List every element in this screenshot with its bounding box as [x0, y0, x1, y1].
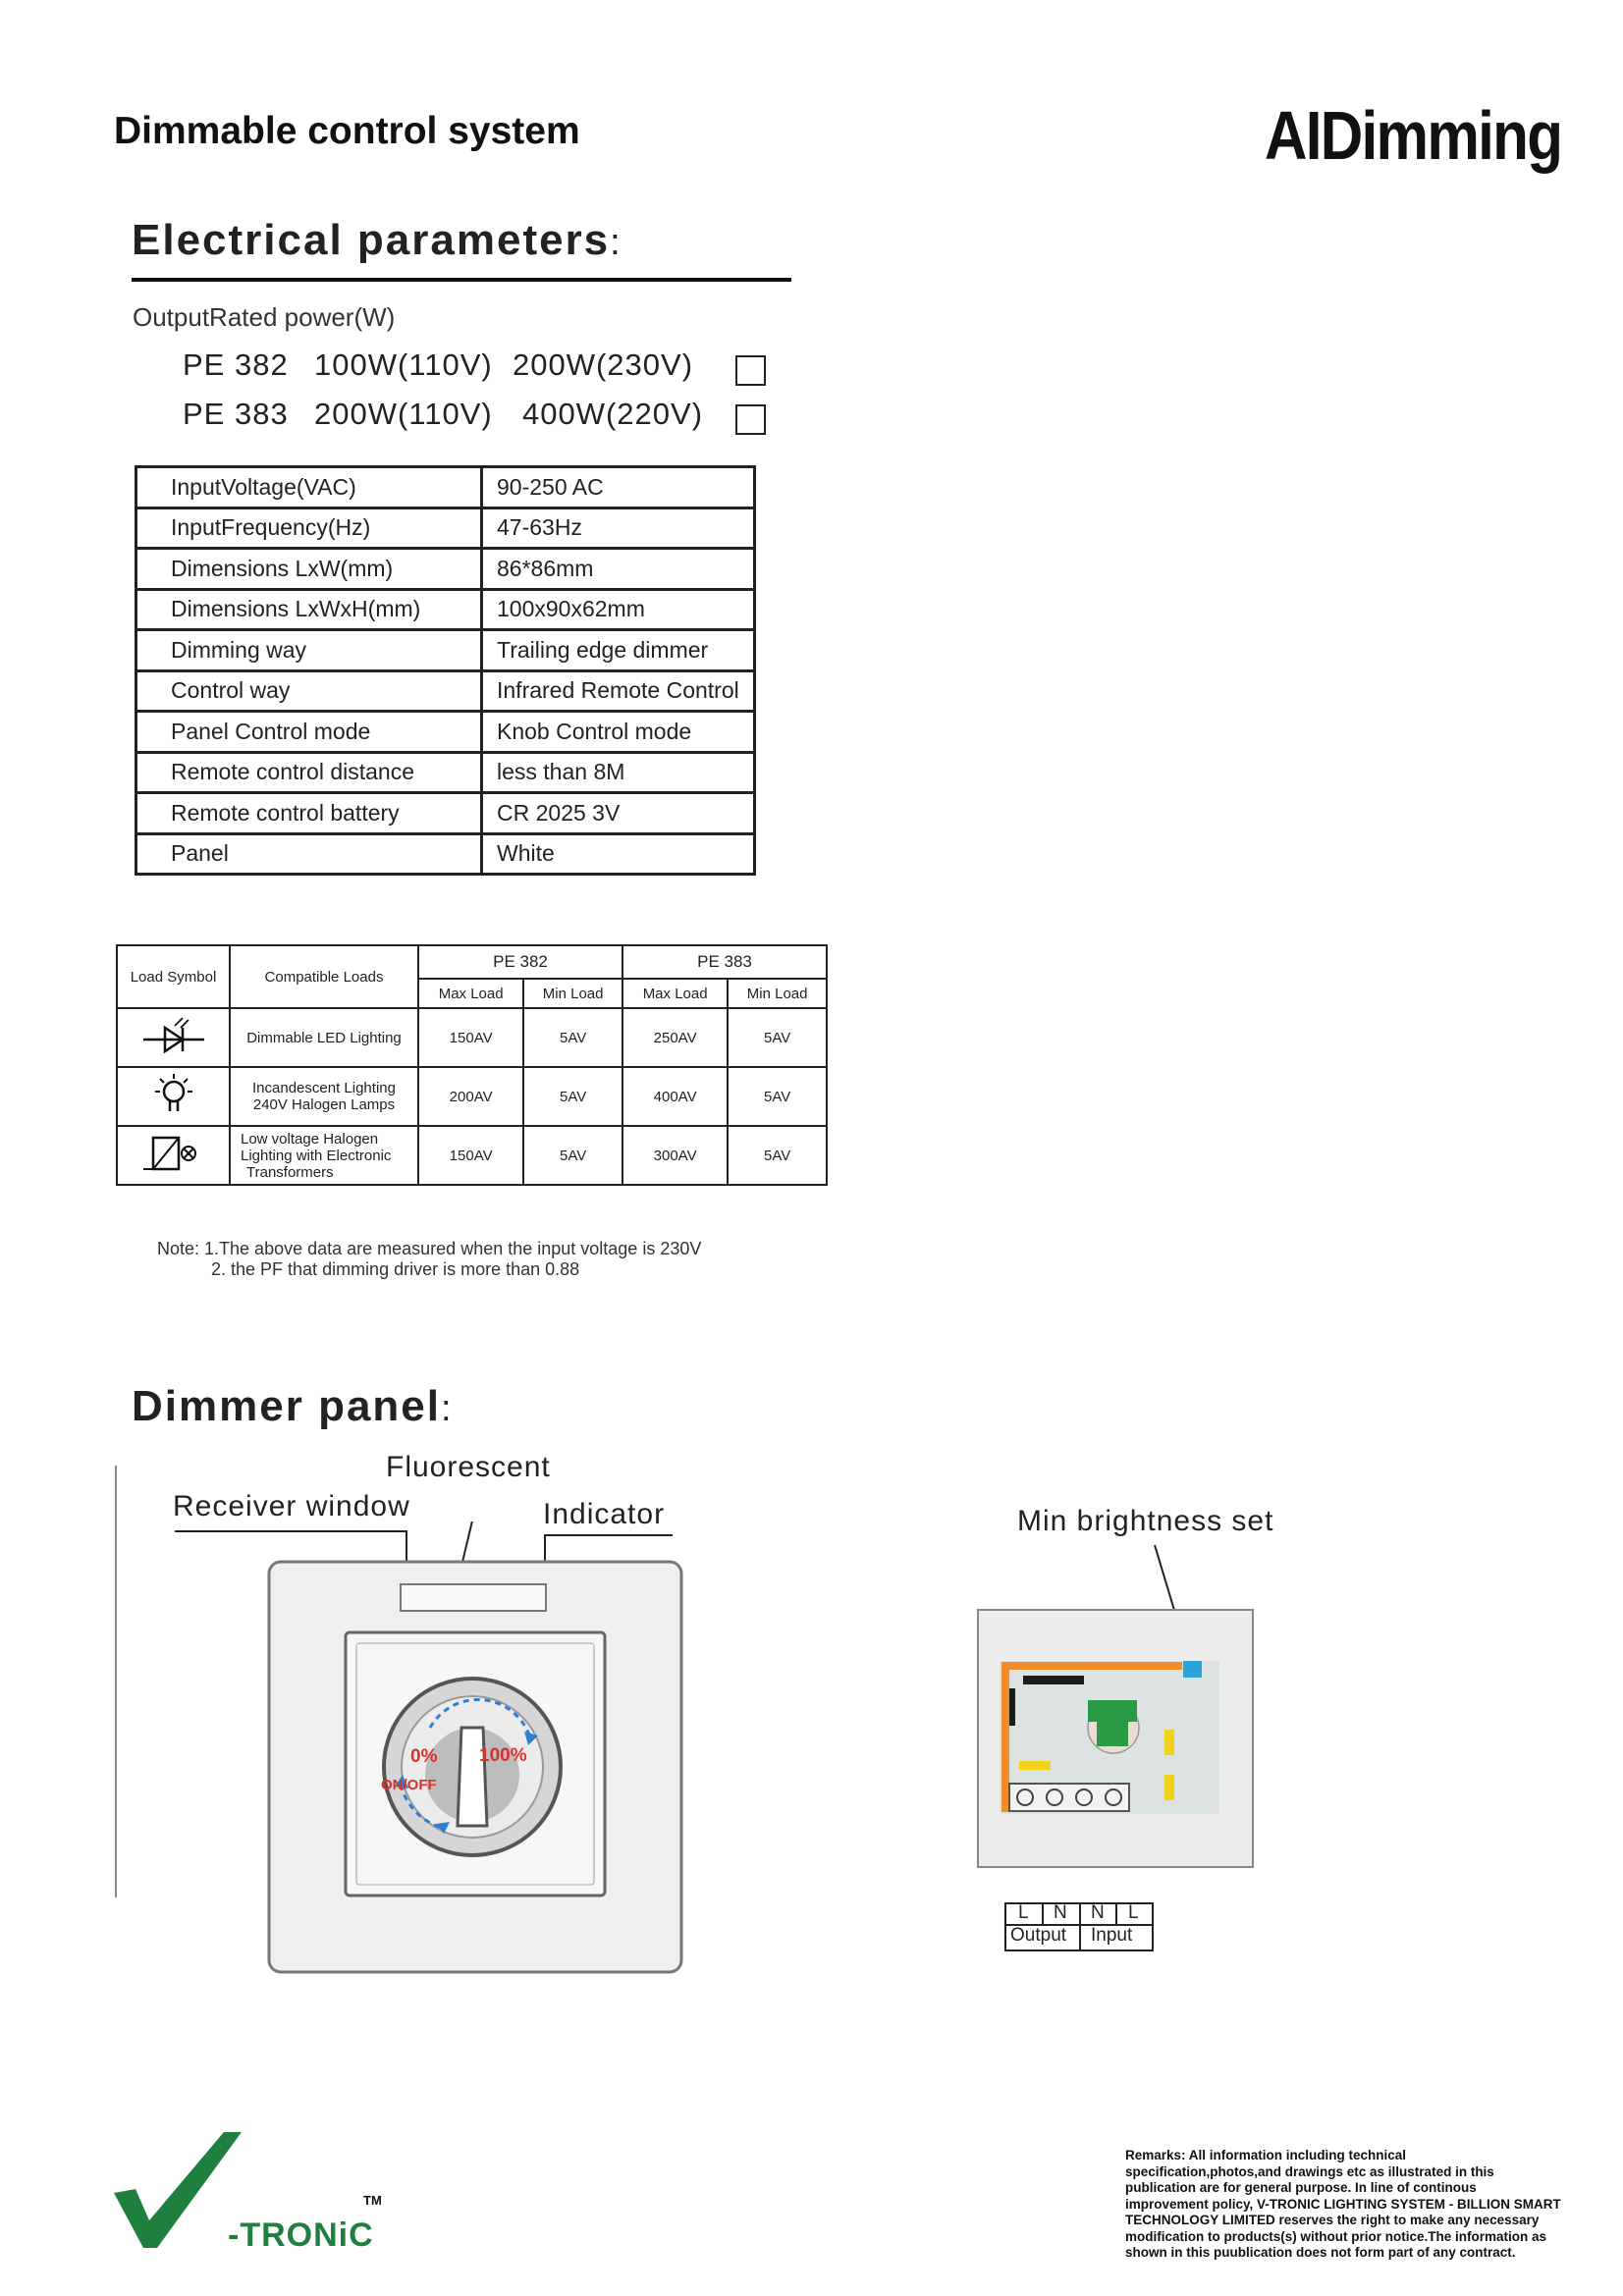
table-row — [117, 1067, 827, 1126]
halogen-transformer-icon — [139, 1132, 208, 1175]
margin-line — [115, 1466, 117, 1897]
pe383-min-cell: 5AV — [728, 1126, 827, 1185]
min-brightness-label: Min brightness set — [1017, 1505, 1274, 1537]
dimmer-panel-illustration — [167, 1522, 717, 1983]
model-power-230: 200W(230V) — [513, 347, 694, 382]
compat-line: 240V Halogen Lamps — [252, 1096, 396, 1113]
pe382-max-cell: 200AV — [418, 1067, 523, 1126]
param-value: Knob Control mode — [482, 712, 755, 753]
terminal-l-output: L — [1018, 1902, 1029, 1923]
input-label: Input — [1091, 1925, 1133, 1946]
onoff-label: ON/OFF — [381, 1777, 437, 1793]
pe383-max-cell: 400AV — [622, 1067, 728, 1126]
brand-logo: AIDimming — [1265, 97, 1562, 174]
model-checkbox[interactable] — [735, 404, 766, 435]
min-load-header: Min Load — [728, 979, 827, 1008]
table-row — [136, 833, 755, 875]
pe382-min-cell: 5AV — [523, 1126, 622, 1185]
parameters-table — [135, 465, 756, 876]
remarks: Remarks: All information including technical specification,photos,and drawings etc as illustrated in this publication are for general purpose. In line of continous improvement policy, V-TRONIC LIGHTING SYSTEM - BILLION SMART TECHNOLOGY LIMITED reserves the right to make any necessary modification to products(s) without prior notice.The information as shown in this puublication does not form part of any contract. — [1125, 2148, 1561, 2260]
model-name: PE 382 — [183, 347, 289, 382]
load-table — [116, 944, 828, 1186]
param-label: InputVoltage(VAC) — [136, 467, 482, 508]
compatible-load-cell — [230, 1126, 418, 1185]
table-row — [136, 467, 755, 508]
param-value: 86*86mm — [482, 549, 755, 590]
table-row — [136, 507, 755, 549]
note-line-1: Note: 1.The above data are measured when the input voltage is 230V — [157, 1239, 702, 1258]
terminal-block — [1009, 1784, 1129, 1811]
fluorescent-label: Fluorescent — [386, 1451, 551, 1483]
compatible-load-cell — [230, 1067, 418, 1126]
model-row-pe383 — [0, 397, 785, 436]
compat-line: Lighting with Electronic — [241, 1147, 392, 1164]
logo-text: -TRONiC — [228, 2216, 374, 2254]
table-row — [117, 1008, 827, 1067]
document-title: Dimmable control system — [114, 110, 580, 152]
receiver-window-label: Receiver window — [173, 1490, 410, 1522]
param-label: Remote control battery — [136, 793, 482, 834]
model-name: PE 383 — [183, 397, 289, 431]
compat-line: Incandescent Lighting — [252, 1080, 396, 1096]
hundred-percent-label: 100% — [479, 1745, 527, 1766]
min-load-header: Min Load — [523, 979, 622, 1008]
param-value: Trailing edge dimmer — [482, 630, 755, 671]
param-label: Panel — [136, 833, 482, 875]
param-label: Dimming way — [136, 630, 482, 671]
max-load-header: Max Load — [622, 979, 728, 1008]
table-row — [136, 589, 755, 630]
electrical-heading — [132, 216, 621, 265]
receiver-window — [401, 1584, 546, 1611]
max-load-header: Max Load — [418, 979, 523, 1008]
param-value: CR 2025 3V — [482, 793, 755, 834]
led-diode-icon — [139, 1016, 208, 1055]
pe383-max-cell: 300AV — [622, 1126, 728, 1185]
compatible-load-cell — [230, 1008, 418, 1067]
param-value: 100x90x62mm — [482, 589, 755, 630]
param-label: Dimensions LxWxH(mm) — [136, 589, 482, 630]
heading-rule — [132, 278, 791, 282]
pe382-header: PE 382 — [418, 945, 622, 979]
indicator-label: Indicator — [543, 1498, 666, 1530]
terminal-n-output: N — [1054, 1902, 1067, 1923]
table-row — [136, 712, 755, 753]
table-row — [136, 630, 755, 671]
param-value: 90-250 AC — [482, 467, 755, 508]
rated-power-title: OutputRated power(W) — [133, 302, 396, 332]
compat-line: Transformers — [246, 1163, 334, 1181]
table-row — [136, 670, 755, 712]
note — [157, 1239, 701, 1280]
pe383-max-cell: 250AV — [622, 1008, 728, 1067]
electrical-heading-colon: : — [610, 222, 621, 263]
param-label: Control way — [136, 670, 482, 712]
pe382-min-cell: 5AV — [523, 1008, 622, 1067]
model-power-110: 100W(110V) — [314, 347, 493, 382]
load-symbol-header: Load Symbol — [117, 945, 230, 1008]
terminal-l-input: L — [1128, 1902, 1139, 1923]
dimmer-heading-colon: : — [440, 1388, 452, 1429]
terminal-legend — [1004, 1902, 1154, 1951]
param-value: 47-63Hz — [482, 507, 755, 549]
table-row — [136, 549, 755, 590]
electrical-heading-text: Electrical parameters — [132, 216, 611, 264]
table-row — [136, 752, 755, 793]
note-line-2: 2. the PF that dimming driver is more than 0.88 — [211, 1259, 580, 1279]
load-symbol-cell — [117, 1067, 230, 1126]
load-symbol-cell — [117, 1008, 230, 1067]
dimmer-heading-text: Dimmer panel — [132, 1382, 441, 1430]
incandescent-bulb-icon — [149, 1072, 198, 1117]
model-power-230: 400W(220V) — [522, 397, 704, 431]
table-row — [117, 1126, 827, 1185]
pe382-min-cell: 5AV — [523, 1067, 622, 1126]
param-value: White — [482, 833, 755, 875]
load-symbol-cell — [117, 1126, 230, 1185]
param-value: less than 8M — [482, 752, 755, 793]
back-board-illustration — [972, 1541, 1267, 1875]
model-power-110: 200W(110V) — [314, 397, 493, 431]
param-label: InputFrequency(Hz) — [136, 507, 482, 549]
output-label: Output — [1010, 1925, 1067, 1946]
param-label: Remote control distance — [136, 752, 482, 793]
compat-line: Dimmable LED Lighting — [246, 1029, 402, 1046]
zero-percent-label: 0% — [410, 1746, 438, 1767]
min-brightness-trimmer — [1183, 1661, 1202, 1678]
dimmer-heading — [132, 1382, 452, 1431]
pe382-max-cell: 150AV — [418, 1008, 523, 1067]
compat-line: Low voltage Halogen — [241, 1130, 379, 1148]
param-label: Panel Control mode — [136, 712, 482, 753]
pe382-max-cell: 150AV — [418, 1126, 523, 1185]
compatible-loads-header: Compatible Loads — [230, 945, 418, 1008]
knob-handle — [458, 1728, 487, 1826]
param-label: Dimensions LxW(mm) — [136, 549, 482, 590]
pe383-header: PE 383 — [622, 945, 827, 979]
table-row — [136, 793, 755, 834]
pe383-min-cell: 5AV — [728, 1008, 827, 1067]
model-checkbox[interactable] — [735, 355, 766, 386]
terminal-n-input: N — [1091, 1902, 1105, 1923]
model-row-pe382 — [0, 347, 785, 387]
pe383-min-cell: 5AV — [728, 1067, 827, 1126]
trademark: TM — [363, 2193, 382, 2208]
param-value: Infrared Remote Control — [482, 670, 755, 712]
